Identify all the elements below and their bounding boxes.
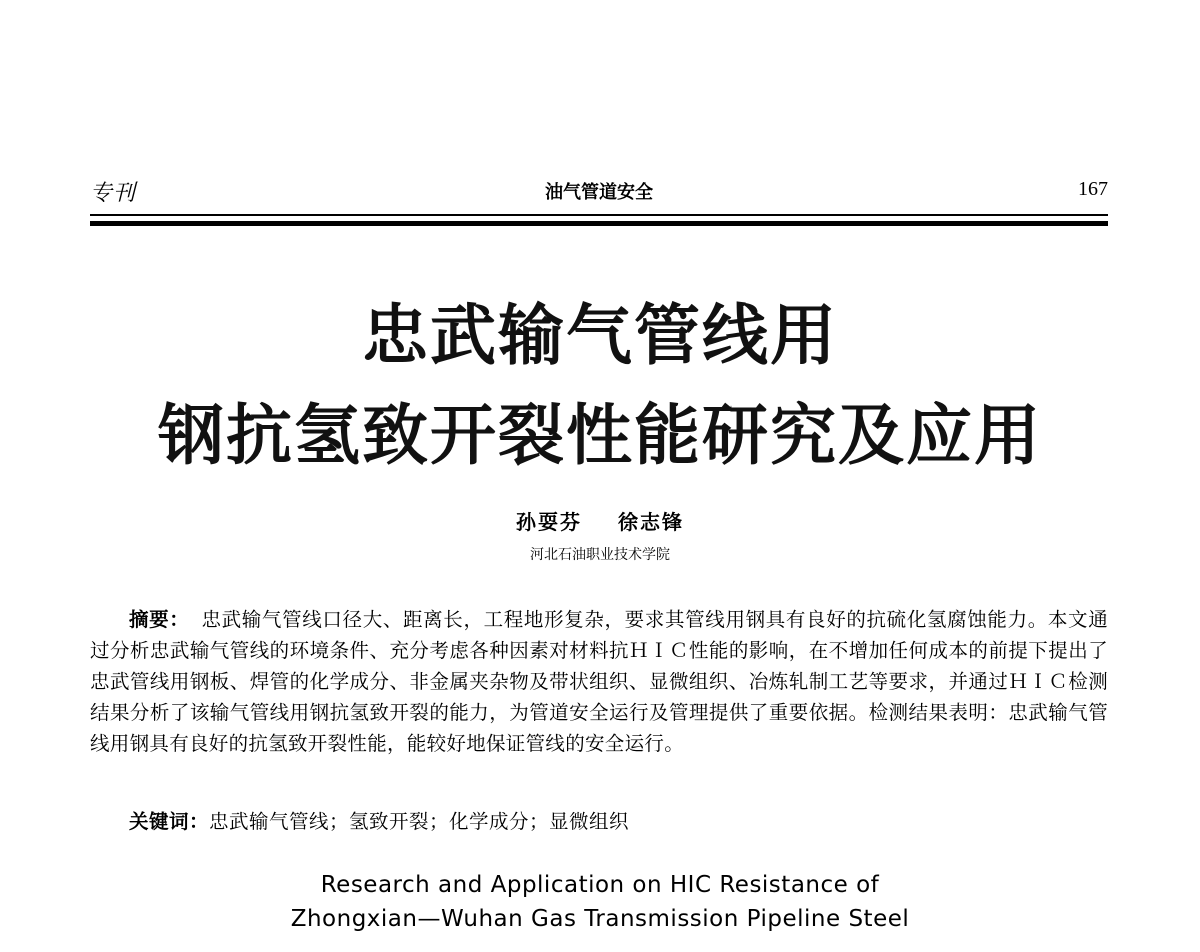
abstract-text: 忠武输气管线口径大、距离长，工程地形复杂，要求其管线用钢具有良好的抗硫化氢腐蚀能力。本文通过分析忠武输气管线的环境条件、充分考虑各种因素对材料抗ＨＩＣ性能的影响，在不增加任何成本的前提下提出了忠武管线用钢板、焊管的化学成分、非金属夹杂物及带状组织、显微组织、冶炼轧制工艺等要求，并通过ＨＩＣ检测结果分析了该输气管线用钢抗氢致开裂的能力，为管道安全运行及管理提供了重要依据。检测结果表明：忠武输气管线用钢具有良好的抗氢致开裂性能，能较好地保证管线的安全运行。 [90, 608, 1108, 755]
journal-title: 油气管道安全 [545, 182, 653, 203]
page-number: 167 [1078, 178, 1108, 200]
paper-title-line-2: 钢抗氢致开裂性能研究及应用 [158, 397, 1042, 474]
abstract [90, 604, 1108, 759]
author-list [0, 506, 1200, 535]
keywords-text: 忠武输气管线；氢致开裂；化学成分；显微组织 [209, 810, 630, 833]
author-affiliation: 河北石油职业技术学院 [530, 547, 670, 563]
english-title-line-1: Research and Application on HIC Resistance of [320, 872, 880, 898]
journal-section-label: 专刊 [90, 181, 137, 206]
author-name: 孙耍芬 [516, 510, 582, 534]
header-rule-thin [90, 214, 1108, 216]
header-rule-thick [90, 221, 1108, 226]
keywords-label: 关键词： [129, 810, 210, 833]
author-name: 徐志锋 [618, 510, 684, 534]
abstract-label: 摘要： [129, 608, 190, 631]
english-title-line-2: Zhongxian—Wuhan Gas Transmission Pipeline Steel [290, 906, 910, 932]
keywords [129, 806, 629, 834]
running-header [90, 176, 1108, 206]
paper-title-line-1: 忠武输气管线用 [362, 297, 838, 374]
